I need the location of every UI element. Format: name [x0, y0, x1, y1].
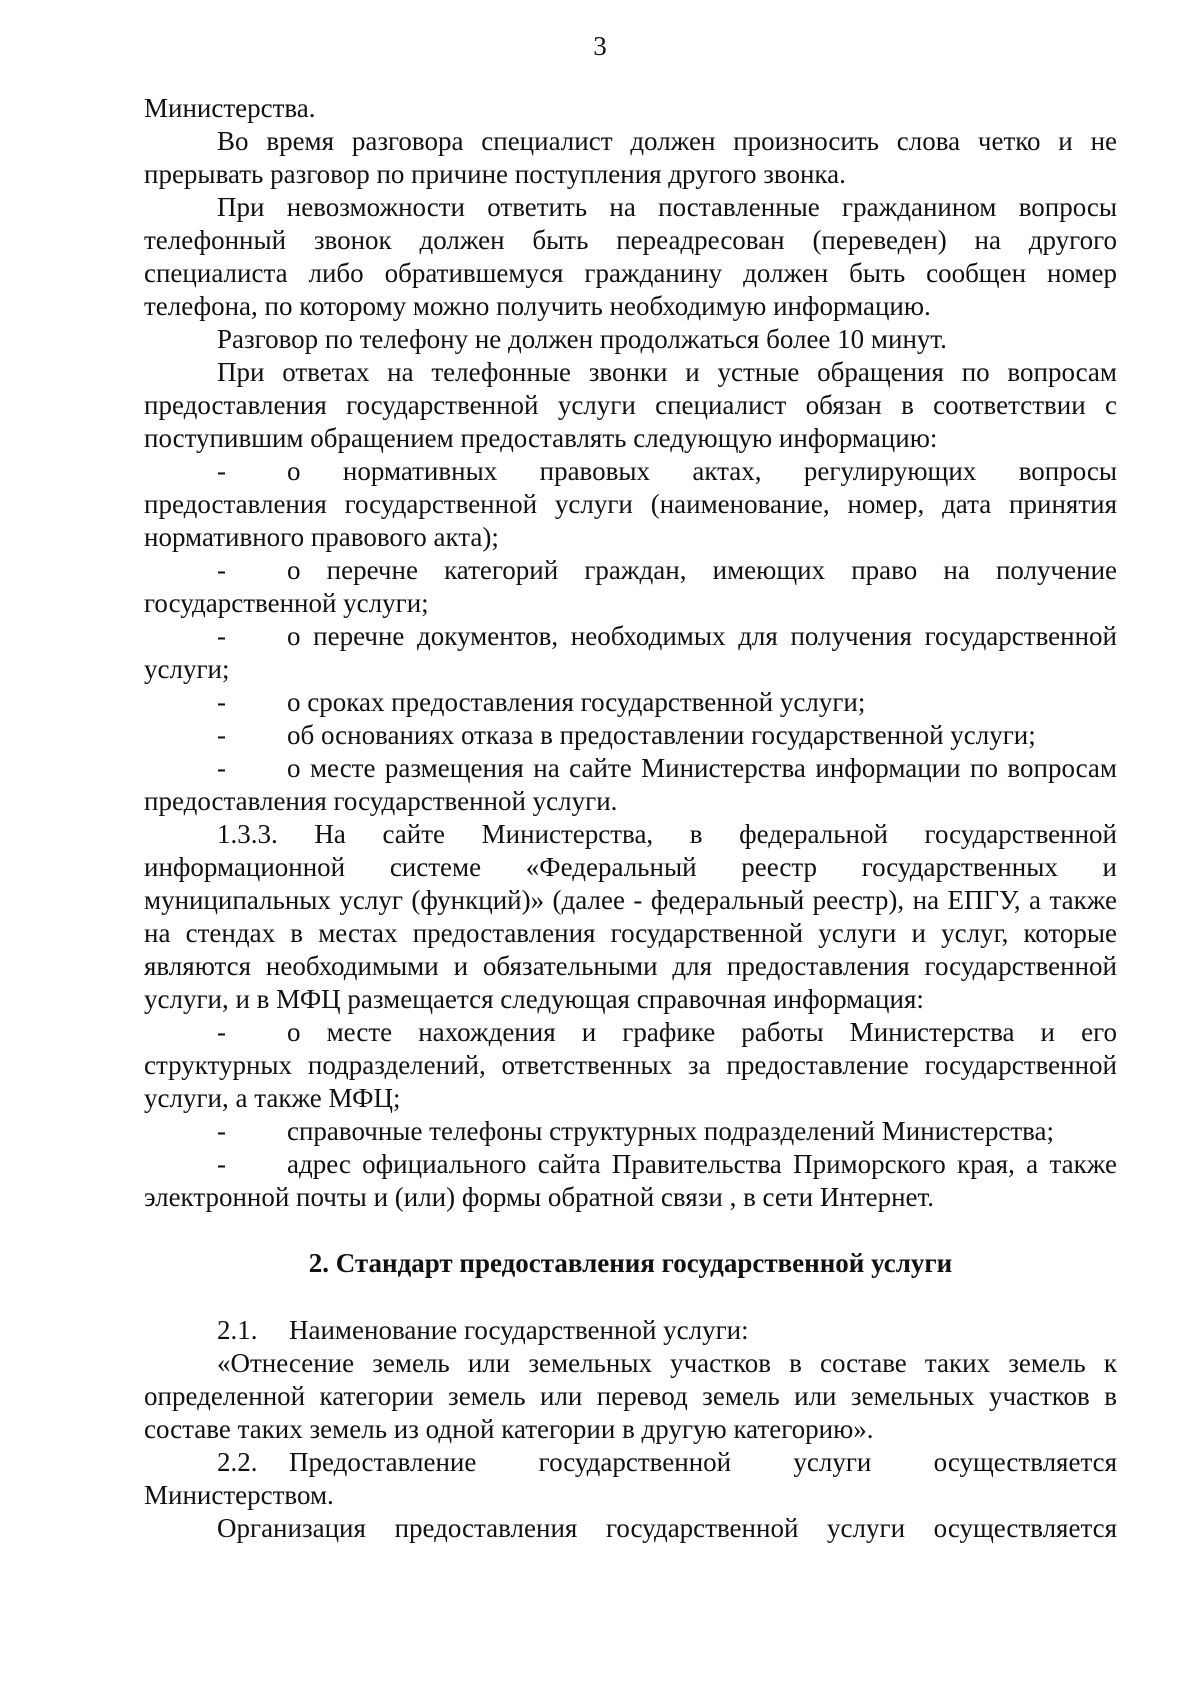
- clause-text: Предоставление государственной услуги осуществляется Министерством.: [144, 1447, 1117, 1510]
- list-dash: -: [217, 1149, 226, 1179]
- info-list: [144, 455, 1117, 818]
- list-item: [144, 752, 1117, 818]
- paragraph-2-2: [144, 1446, 1117, 1512]
- list-item-text: о нормативных правовых актах, регулирующих вопросы предоставления государственной услуги (наименование, номер, дата принятия нормативного правового акта);: [144, 456, 1117, 552]
- page-number: 3: [593, 31, 607, 61]
- list-item: [144, 620, 1117, 686]
- paragraph-1-3-3: 1.3.3. На сайте Министерства, в федеральной государственной информационной системе «Федеральный реестр государственных и муниципальных услуг (функций)» (далее - федеральный реестр), на ЕПГУ, а также на стендах в местах предоставления государственной услуги и услуг, которые являются необходимыми и обязательными для предоставления государственной услуги, и в МФЦ размещается следующая справочная информация:: [144, 819, 1117, 1014]
- list-item-text: о перечне документов, необходимых для получения государственной услуги;: [144, 621, 1117, 684]
- list-dash: -: [217, 621, 226, 651]
- list-item: [144, 1148, 1117, 1214]
- paragraph-continuation: Министерства.: [144, 93, 316, 123]
- list-item-text: о перечне категорий граждан, имеющих право на получение государственной услуги;: [144, 555, 1117, 618]
- list-dash: -: [217, 753, 226, 783]
- list-item-text: о сроках предоставления государственной услуги;: [287, 687, 866, 717]
- list-item-text: адрес официального сайта Правительства Приморского края, а также электронной почты и (или) формы обратной связи , в сети Интернет.: [144, 1149, 1117, 1212]
- list-item-text: об основаниях отказа в предоставлении государственной услуги;: [287, 720, 1036, 750]
- list-dash: -: [217, 1116, 226, 1146]
- paragraph-call-conduct: Во время разговора специалист должен произносить слова четко и не прерывать разговор по причине поступления другого звонка.: [144, 126, 1117, 189]
- clause-number: 2.1.: [217, 1315, 258, 1345]
- paragraph-2-1: [144, 1314, 1117, 1347]
- list-item: [144, 1016, 1117, 1115]
- list-dash: -: [217, 687, 226, 717]
- list-dash: -: [217, 555, 226, 585]
- list-item: [144, 719, 1117, 752]
- list-item: [144, 455, 1117, 554]
- paragraph-service-name: «Отнесение земель или земельных участков в составе таких земель к определенной категории земель или перевод земель или земельных участков в составе таких земель из одной категории в другую категорию».: [144, 1348, 1117, 1444]
- list-dash: -: [217, 456, 226, 486]
- list-item: [144, 554, 1117, 620]
- paragraph-info-duties: При ответах на телефонные звонки и устные обращения по вопросам предоставления государственной услуги специалист обязан в соответствии с поступившим обращением предоставлять следующую информацию:: [144, 357, 1117, 453]
- list-item-text: о месте размещения на сайте Министерства информации по вопросам предоставления государственной услуги.: [144, 753, 1117, 816]
- section-heading: 2. Стандарт предоставления государственной услуги: [308, 1248, 953, 1278]
- paragraph-call-duration: Разговор по телефону не должен продолжаться более 10 минут.: [217, 324, 947, 354]
- list-item: [144, 1115, 1117, 1148]
- list-item: [144, 686, 1117, 719]
- clause-number: 2.2.: [217, 1447, 258, 1477]
- document-body: [144, 92, 1117, 1545]
- paragraph-call-redirect: При невозможности ответить на поставленные гражданином вопросы телефонный звонок должен быть переадресован (переведен) на другого специалиста либо обратившемуся гражданину должен быть сообщен номер телефона, по которому можно получить необходимую информацию.: [144, 192, 1117, 321]
- list-item-text: о месте нахождения и графике работы Министерства и его структурных подразделений, ответственных за предоставление государственной услуги, а также МФЦ;: [144, 1017, 1117, 1113]
- reference-info-list: [144, 1016, 1117, 1214]
- clause-text: Наименование государственной услуги:: [289, 1315, 749, 1345]
- paragraph-organization: Организация предоставления государственной услуги осуществляется: [217, 1513, 1117, 1543]
- list-item-text: справочные телефоны структурных подразделений Министерства;: [287, 1116, 1055, 1146]
- list-dash: -: [217, 1017, 226, 1047]
- list-dash: -: [217, 720, 226, 750]
